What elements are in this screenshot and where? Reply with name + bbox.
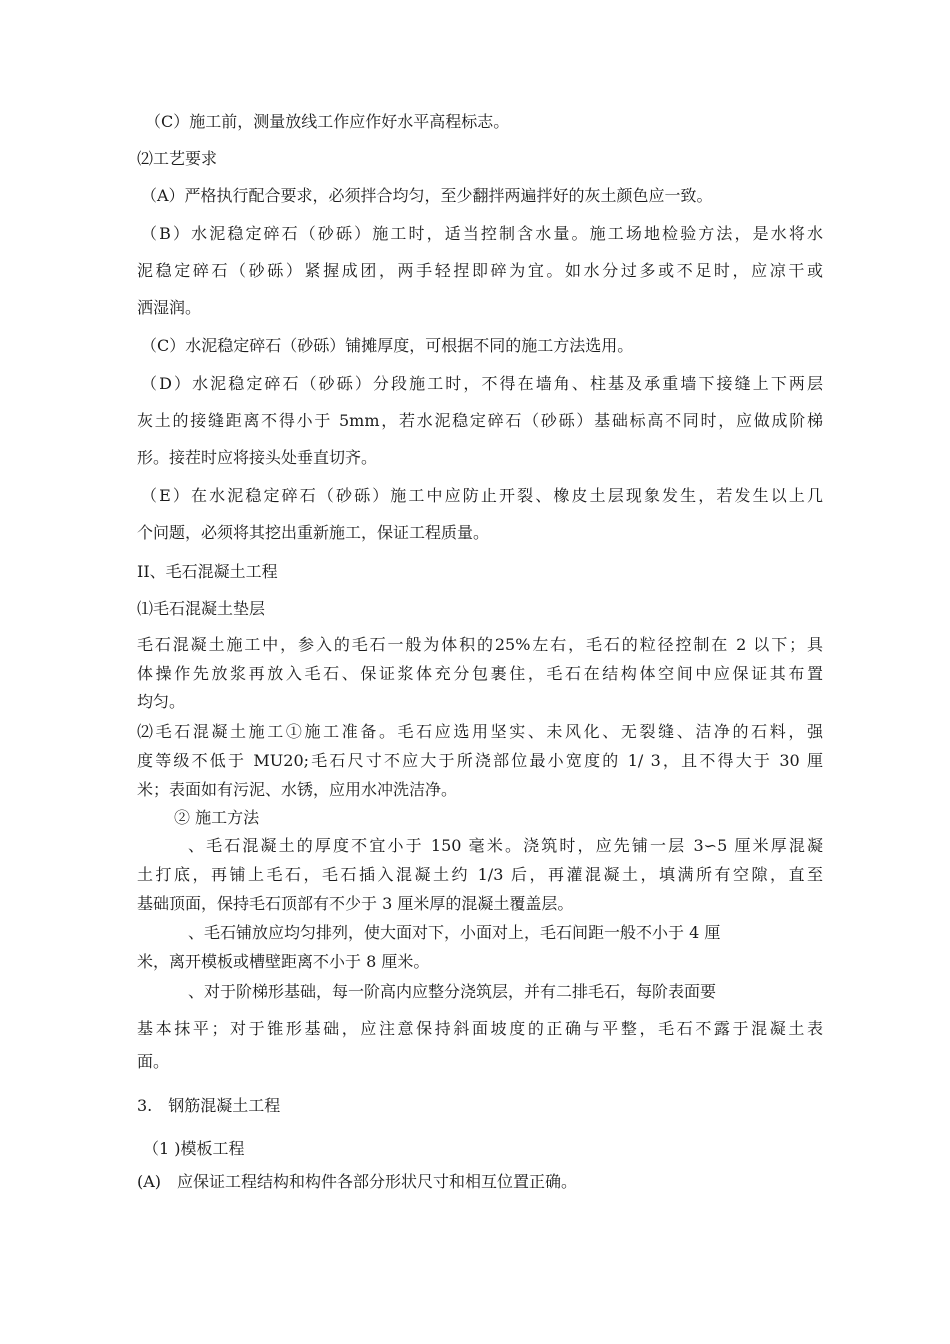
text-line: 个问题，必须将其挖出重新施工，保证工程质量。: [137, 523, 490, 542]
text-line: 基本抹平；对于锥形基础，应注意保持斜面坡度的正确与平整，毛石不露于混凝土表: [137, 1019, 823, 1038]
text-line: （C）施工前，测量放线工作应作好水平高程标志。: [145, 112, 510, 131]
text-line: 形。接茬时应将接头处垂直切齐。: [137, 448, 378, 467]
section-heading: II、毛石混凝土工程: [137, 562, 278, 581]
text-line: 、毛石混凝土的厚度不宜小于 150 毫米。浇筑时，应先铺一层 3∽5 厘米厚混凝: [188, 836, 823, 855]
section-heading: ⑴毛石混凝土垫层: [137, 599, 266, 618]
section-heading: ② 施工方法: [174, 808, 260, 827]
section-heading: （1 )模板工程: [143, 1139, 245, 1158]
text-line: （E）在水泥稳定碎石（砂砾）施工中应防止开裂、橡皮土层现象发生，若发生以上几: [141, 486, 823, 505]
text-line: （D）水泥稳定碎石（砂砾）分段施工时，不得在墙角、柱基及承重墙下接缝上下两层: [141, 374, 823, 393]
text-line: 基础顶面，保持毛石顶部有不少于 3 厘米厚的混凝土覆盖层。: [137, 894, 574, 913]
text-line: 均匀。: [137, 692, 186, 711]
text-line: 米，离开模板或槽壁距离不小于 8 厘米。: [137, 952, 430, 971]
text-line: 体操作先放浆再放入毛石、保证浆体充分包裹住，毛石在结构体空间中应保证其布置: [137, 664, 823, 683]
text-line: 米；表面如有污泥、水锈，应用水冲洗洁净。: [137, 780, 458, 799]
text-line: 、对于阶梯形基础，每一阶高内应整分浇筑层，并有二排毛石，每阶表面要: [188, 982, 717, 1001]
section-heading: 3. 钢筋混凝土工程: [137, 1096, 281, 1115]
text-line: 毛石混凝土施工中，参入的毛石一般为体积的25%左右，毛石的粒径控制在 2 以下；具: [137, 635, 823, 654]
text-line: （B）水泥稳定碎石（砂砾）施工时，适当控制含水量。施工场地检验方法，是水将水: [141, 224, 823, 243]
text-line: （A）严格执行配合要求，必须拌合均匀，至少翻拌两遍拌好的灰土颜色应一致。: [141, 186, 713, 205]
text-line: 洒湿润。: [137, 298, 202, 317]
text-line: 面。: [137, 1052, 170, 1071]
section-heading: ⑵工艺要求: [137, 149, 218, 168]
text-line: 灰土的接缝距离不得小于 5mm，若水泥稳定碎石（砂砾）基础标高不同时，应做成阶梯: [137, 411, 823, 430]
text-line: 度等级不低于 MU20;毛石尺寸不应大于所浇部位最小宽度的 1/ 3，且不得大于 30 厘: [137, 751, 823, 770]
text-line: (A) 应保证工程结构和构件各部分形状尺寸和相互位置正确。: [137, 1172, 578, 1191]
text-line: 、毛石铺放应均匀排列，使大面对下，小面对上，毛石间距一般不小于 4 厘: [188, 923, 721, 942]
text-line: 土打底，再铺上毛石，毛石插入混凝土约 1/3 后，再灌混凝土，填满所有空隙，直至: [137, 865, 823, 884]
text-line: （C）水泥稳定碎石（砂砾）铺摊厚度，可根据不同的施工方法选用。: [141, 336, 634, 355]
text-line: 泥稳定碎石（砂砾）紧握成团，两手轻捏即碎为宜。如水分过多或不足时，应凉干或: [137, 261, 823, 280]
text-line: ⑵毛石混凝土施工①施工准备。毛石应选用坚实、未风化、无裂缝、洁净的石料，强: [137, 722, 823, 741]
